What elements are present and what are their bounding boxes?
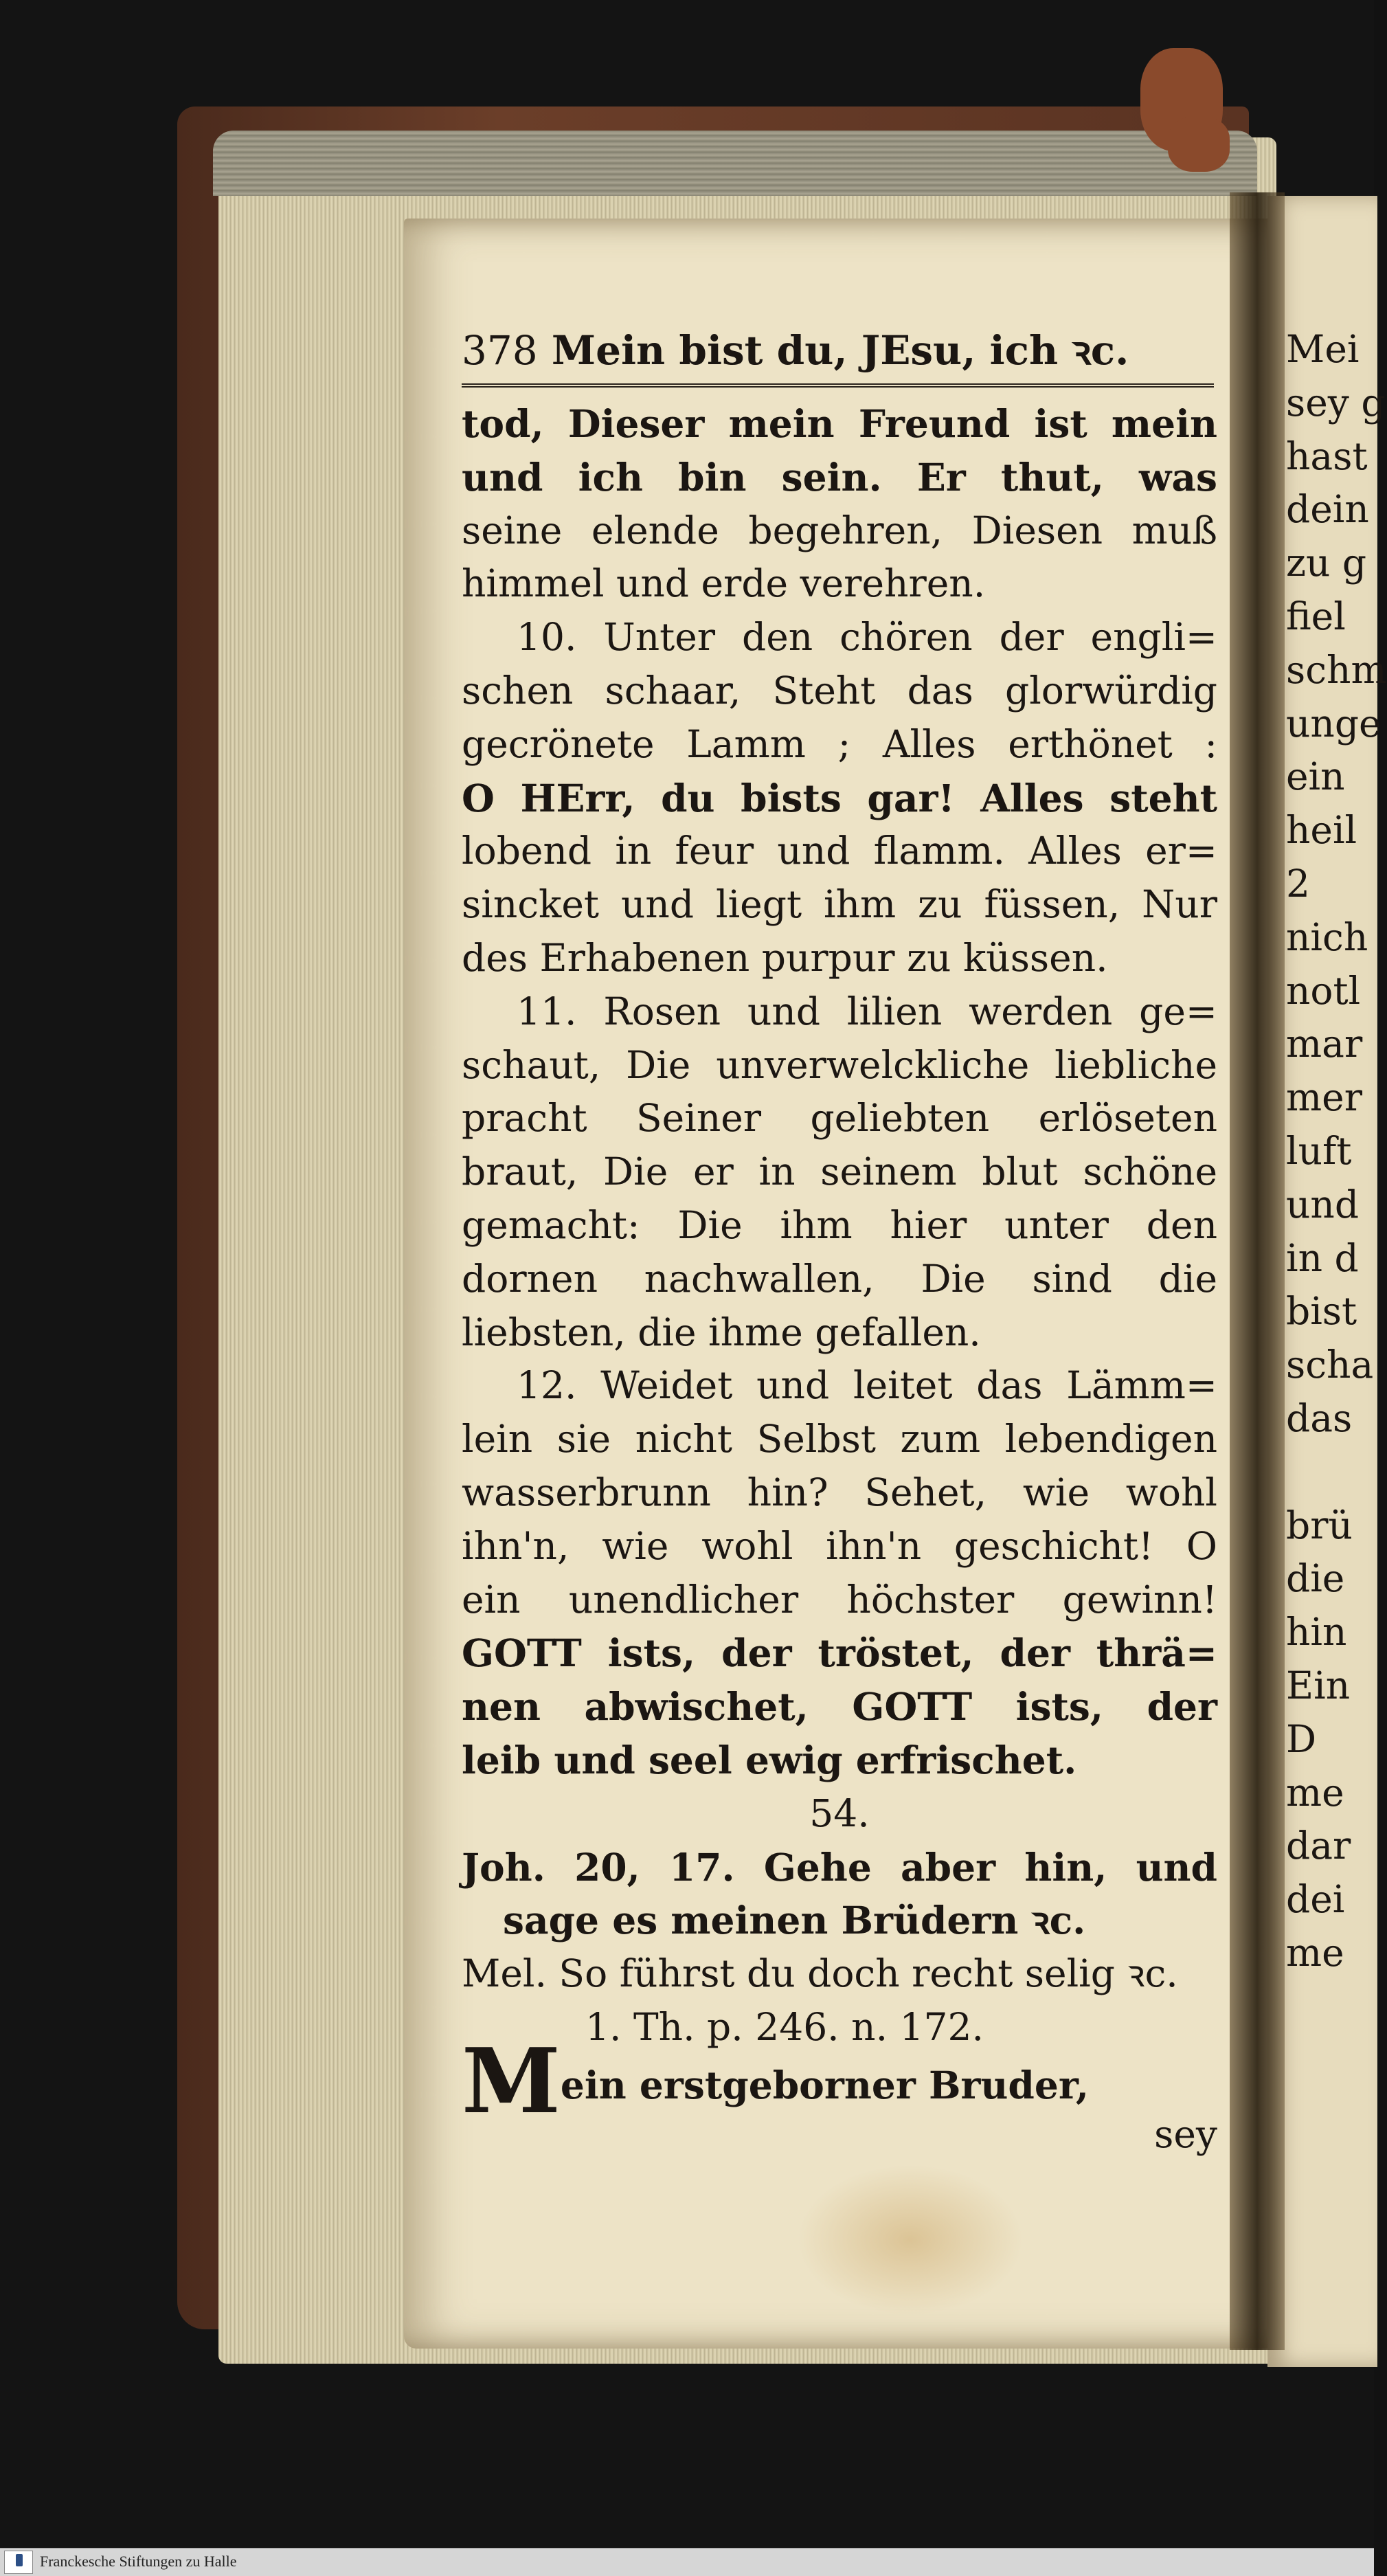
right-page-fragment: bist [1286,1289,1357,1334]
text-line: gecrönete Lamm ; Alles erthönet : [462,721,1217,766]
text-line: 11. Rosen und lilien werden ge= [517,989,1217,1033]
right-page-fragment: fiel [1286,594,1346,638]
right-page-fragment: dein [1286,487,1369,532]
right-page-fragment: D [1286,1716,1317,1761]
text-line: des Erhabenen purpur zu küssen. [462,935,1108,980]
right-page-fragment: in d [1286,1235,1359,1280]
text-line: ihn'n, wie wohl ihn'n geschicht! O [462,1523,1217,1568]
institution-logo [4,2551,33,2574]
right-page-fragment: Ein [1286,1663,1351,1707]
page-number: 378 [462,327,538,374]
right-page-fragment: hin [1286,1610,1347,1655]
text-line: 10. Unter den chören der engli= [517,615,1217,660]
text-line: seine elende begehren, Diesen muß [462,508,1217,552]
text-line: leib und seel ewig erfrischet. [462,1737,1077,1782]
right-page-fragment: hast [1286,434,1368,478]
right-page-fragment: mar [1286,1022,1363,1066]
right-page-fragment: ein [1286,754,1345,799]
text-line: wasserbrunn hin? Sehet, wie wohl [462,1470,1217,1514]
torn-corner-fragment [1168,117,1230,172]
running-title: Mein bist du, JEsu, ich ꝛc. [551,327,1129,374]
footer-credit: Franckesche Stiftungen zu Halle [40,2553,237,2570]
paper-stain [797,2164,1024,2316]
text-line: sincket und liegt ihm zu füssen, Nur [462,882,1217,927]
text-line: lobend in feur und flamm. Alles er= [462,829,1217,873]
text-line: ein unendlicher höchster gewinn! [462,1577,1217,1622]
right-page-fragment: brü [1286,1503,1353,1547]
hymn-first-line [462,2028,1217,2133]
right-page-fragment: 2 [1286,861,1310,906]
right-page-fragment: mer [1286,1075,1362,1120]
right-page-fragment: zu g [1286,541,1367,585]
hymn-verse-ref: Joh. 20, 17. Gehe aber hin, und [462,1844,1217,1890]
logo-icon [16,2554,23,2566]
text-line: tod, Dieser mein Freund ist mein [462,401,1217,446]
right-page-fragment: me [1286,1770,1344,1815]
text-line: liebsten, die ihme gefallen. [462,1310,981,1354]
first-line-text: ein erstgeborner Bruder, [560,2062,1089,2107]
hymn-verse-continued: sage es meinen Brüdern ꝛc. [503,1898,1086,1943]
text-line: und ich bin sein. Er thut, was [462,454,1217,500]
hymn-number: 54. [809,1791,870,1835]
right-page-fragment: dar [1286,1824,1351,1868]
right-page-fragment: die [1286,1556,1345,1601]
right-page-fragment: und [1286,1182,1360,1227]
right-page-fragment: sey g [1286,380,1386,425]
right-page-fragment: unge [1286,701,1382,746]
right-page-fragment: das [1286,1396,1353,1440]
drop-cap: M [462,2028,561,2133]
right-page-fragment: heil [1286,808,1357,853]
right-page-fragment [1286,1446,1374,1499]
hymn-melody: Mel. So führst du doch recht selig ꝛc. [462,1951,1178,1996]
header-rule [462,383,1214,388]
right-page-fragment: Mei [1286,327,1360,371]
text-line: gemacht: Die ihm hier unter den [462,1202,1217,1247]
text-line: dornen nachwallen, Die sind die [462,1256,1217,1301]
running-header [462,323,1217,378]
text-line: pracht Seiner geliebten erlöseten [462,1096,1217,1141]
right-page-fragment: dei [1286,1877,1345,1922]
right-page-text [1286,323,1387,1980]
right-page-fragment: schm [1286,647,1387,692]
right-page-fragment: nich [1286,915,1368,959]
right-page-fragment: notl [1286,968,1361,1013]
text-line: GOTT ists, der tröstet, der thrä= [462,1631,1217,1676]
text-line: nen abwischet, GOTT ists, der [462,1684,1217,1729]
text-line: braut, Die er in seinem blut schöne [462,1150,1217,1194]
text-line: lein sie nicht Selbst zum lebendigen [462,1417,1217,1461]
right-page-fragment: luft [1286,1128,1352,1173]
right-page-fragment: scha [1286,1343,1374,1387]
text-line: 12. Weidet und leitet das Lämm= [517,1363,1217,1408]
book-gutter [1230,192,1285,2350]
text-line: O HErr, du bists gar! Alles steht [462,775,1217,820]
catchword: sey [1154,2112,1217,2156]
hymn-tune-reference: 1. Th. p. 246. n. 172. [585,2004,984,2049]
text-line: schen schaar, Steht das glorwürdig [462,668,1217,713]
text-line: himmel und erde verehren. [462,561,986,606]
right-page-fragment: me [1286,1930,1344,1975]
page-top-edge [213,131,1257,196]
left-page-text [462,323,1217,2161]
text-line: schaut, Die unverwelckliche liebliche [462,1042,1217,1087]
